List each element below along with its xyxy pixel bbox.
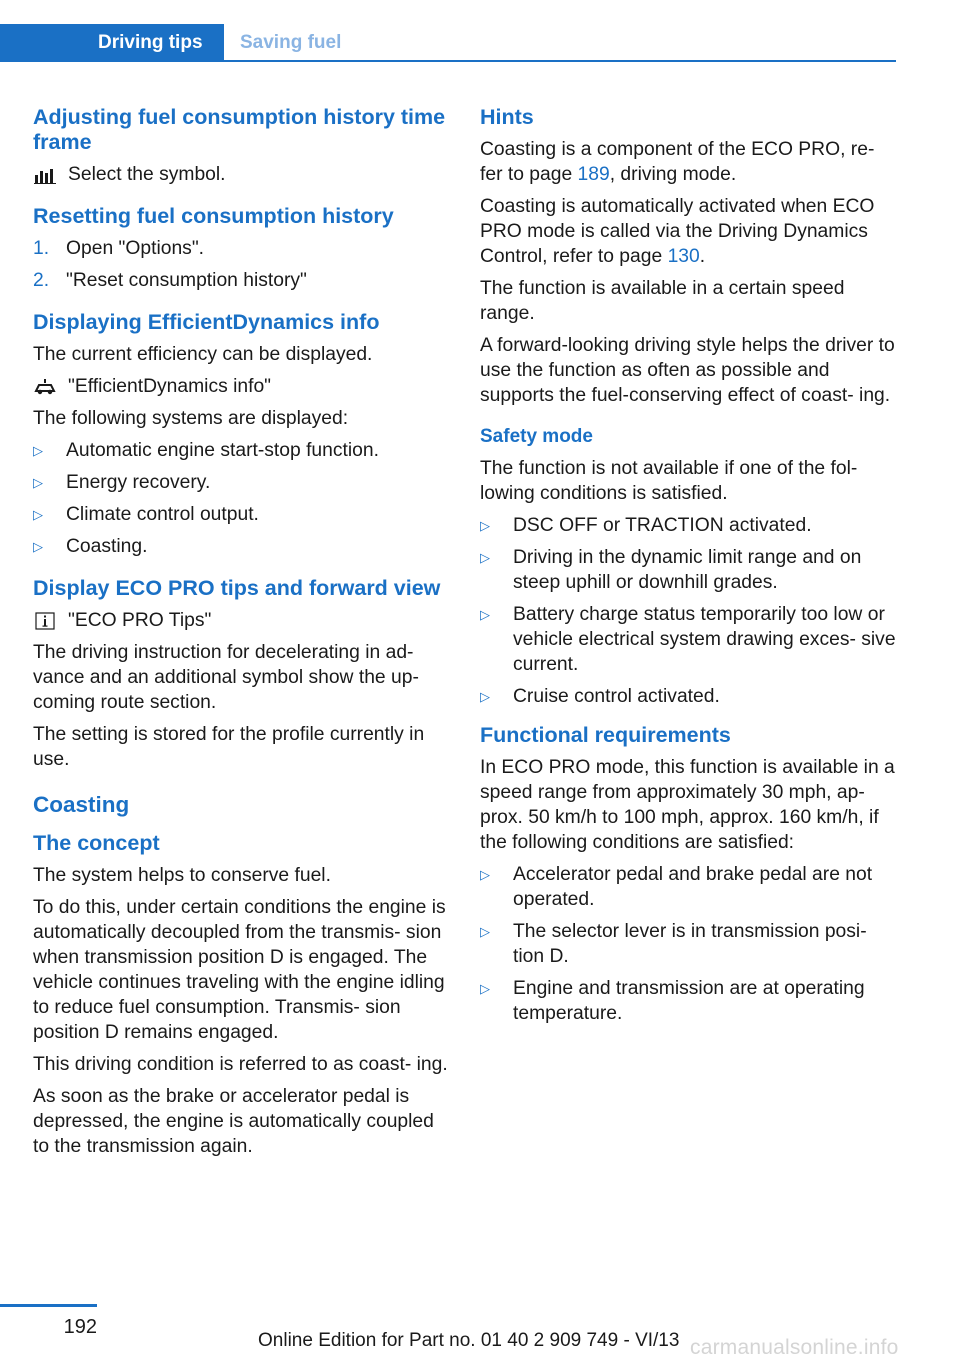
list-item: 2. "Reset consumption history" [33,270,307,291]
section-tabs [0,24,896,62]
page-link-130[interactable]: 130 [667,246,700,267]
tab-driving-tips[interactable]: Driving tips [0,24,224,62]
paragraph: A forward-looking driving style helps the driver to use the function as often as possible and supports the fuel-conserving effect of coast‐ ing. [480,335,895,406]
heading-efficientdynamics: Displaying EfficientDynamics info [33,310,380,334]
menu-line [33,608,451,633]
paragraph: The system helps to conserve fuel. [33,865,331,886]
list-item: ▷ Engine and transmission are at operating temperature. [480,978,865,1024]
page-number: 192 [63,1316,97,1338]
select-symbol-text: Select the symbol. [68,164,226,185]
paragraph: Coasting is a component of the ECO PRO, re‐ fer to page 189, driving mode. [480,139,875,185]
heading-safety-mode: Safety mode [480,426,593,447]
reset-steps [33,236,451,293]
heading-hints: Hints [480,105,534,129]
page-link-189[interactable]: 189 [577,164,610,185]
triangle-right-icon: ▷ [480,867,490,882]
menu-text: "ECO PRO Tips" [68,610,212,631]
edition-footer: Online Edition for Part no. 01 40 2 909 749 - VI/13 [258,1330,680,1351]
tab-saving-fuel[interactable]: Saving fuel [240,32,342,53]
info-icon [33,612,57,630]
triangle-right-icon: ▷ [480,518,490,533]
left-column [33,100,451,1166]
triangle-right-icon: ▷ [33,507,43,522]
paragraph: To do this, under certain conditions the engine is automatically decoupled from the transmis‐ sion when transmission position D is engaged. The vehicle continues traveling with the engine idling to reduce fuel consumption. Transmis‐ sion position D remains engaged. [33,897,446,1043]
safety-list [480,513,896,709]
select-symbol-line [33,162,451,187]
list-item: ▷ Battery charge status temporarily too low or vehicle electrical system drawing exces‐ sive current. [480,604,896,675]
list-item: ▷ DSC OFF or TRACTION activated. [480,515,812,536]
triangle-right-icon: ▷ [480,924,490,939]
heading-eco-pro-tips: Display ECO PRO tips and forward view [33,576,441,600]
watermark: carmanualsonline.info [690,1336,899,1359]
heading-reset-history: Resetting fuel consumption history [33,204,394,228]
paragraph: This driving condition is referred to as coast‐ ing. [33,1054,448,1075]
paragraph: The function is available in a certain speed range. [480,278,845,324]
triangle-right-icon: ▷ [480,689,490,704]
menu-line [33,374,451,399]
triangle-right-icon: ▷ [480,550,490,565]
list-item: 1. Open "Options". [33,238,205,259]
list-item: ▷ Automatic engine start-stop function. [33,440,379,461]
list-item: ▷ Coasting. [33,536,148,557]
list-item: ▷ The selector lever is in transmission posi‐ tion D. [480,921,867,967]
page-number-rule [0,1304,97,1307]
list-item: ▷ Climate control output. [33,504,259,525]
heading-coasting: Coasting [33,792,130,817]
list-item: ▷ Energy recovery. [33,472,211,493]
car-efficiency-icon [33,378,57,396]
list-item: ▷ Accelerator pedal and brake pedal are not operated. [480,864,873,910]
triangle-right-icon: ▷ [33,539,43,554]
paragraph: The current efficiency can be displayed. [33,344,373,365]
paragraph: As soon as the brake or accelerator pedal is depressed, the engine is automatically coupled to the transmission again. [33,1086,434,1157]
heading-time-frame: Adjusting fuel consumption history time frame [33,105,446,154]
triangle-right-icon: ▷ [33,443,43,458]
list-item: ▷ Driving in the dynamic limit range and on steep uphill or downhill grades. [480,547,862,593]
right-column [480,100,896,1033]
requirements-list [480,862,896,1026]
list-item: ▷ Cruise control activated. [480,686,720,707]
paragraph: In ECO PRO mode, this function is available in a speed range from approximately 30 mph, ap‐ prox. 50 km/h to 100 mph, approx. 160 km/h, if the following conditions are satisfied: [480,757,895,853]
triangle-right-icon: ▷ [480,981,490,996]
triangle-right-icon: ▷ [480,607,490,622]
menu-text: "EfficientDynamics info" [68,376,272,397]
paragraph: The driving instruction for decelerating in ad‐ vance and an additional symbol show the up‐ coming route section. [33,642,419,713]
heading-functional-requirements: Functional requirements [480,723,731,747]
triangle-right-icon: ▷ [33,475,43,490]
paragraph: The function is not available if one of the fol‐ lowing conditions is satisfied. [480,458,858,504]
paragraph: Coasting is automatically activated when ECO PRO mode is called via the Driving Dynamics Control, refer to page 130. [480,196,875,267]
paragraph: The following systems are displayed: [33,408,349,429]
systems-list [33,438,451,559]
heading-the-concept: The concept [33,831,160,855]
bar-chart-icon [33,166,57,184]
paragraph: The setting is stored for the profile currently in use. [33,724,425,770]
